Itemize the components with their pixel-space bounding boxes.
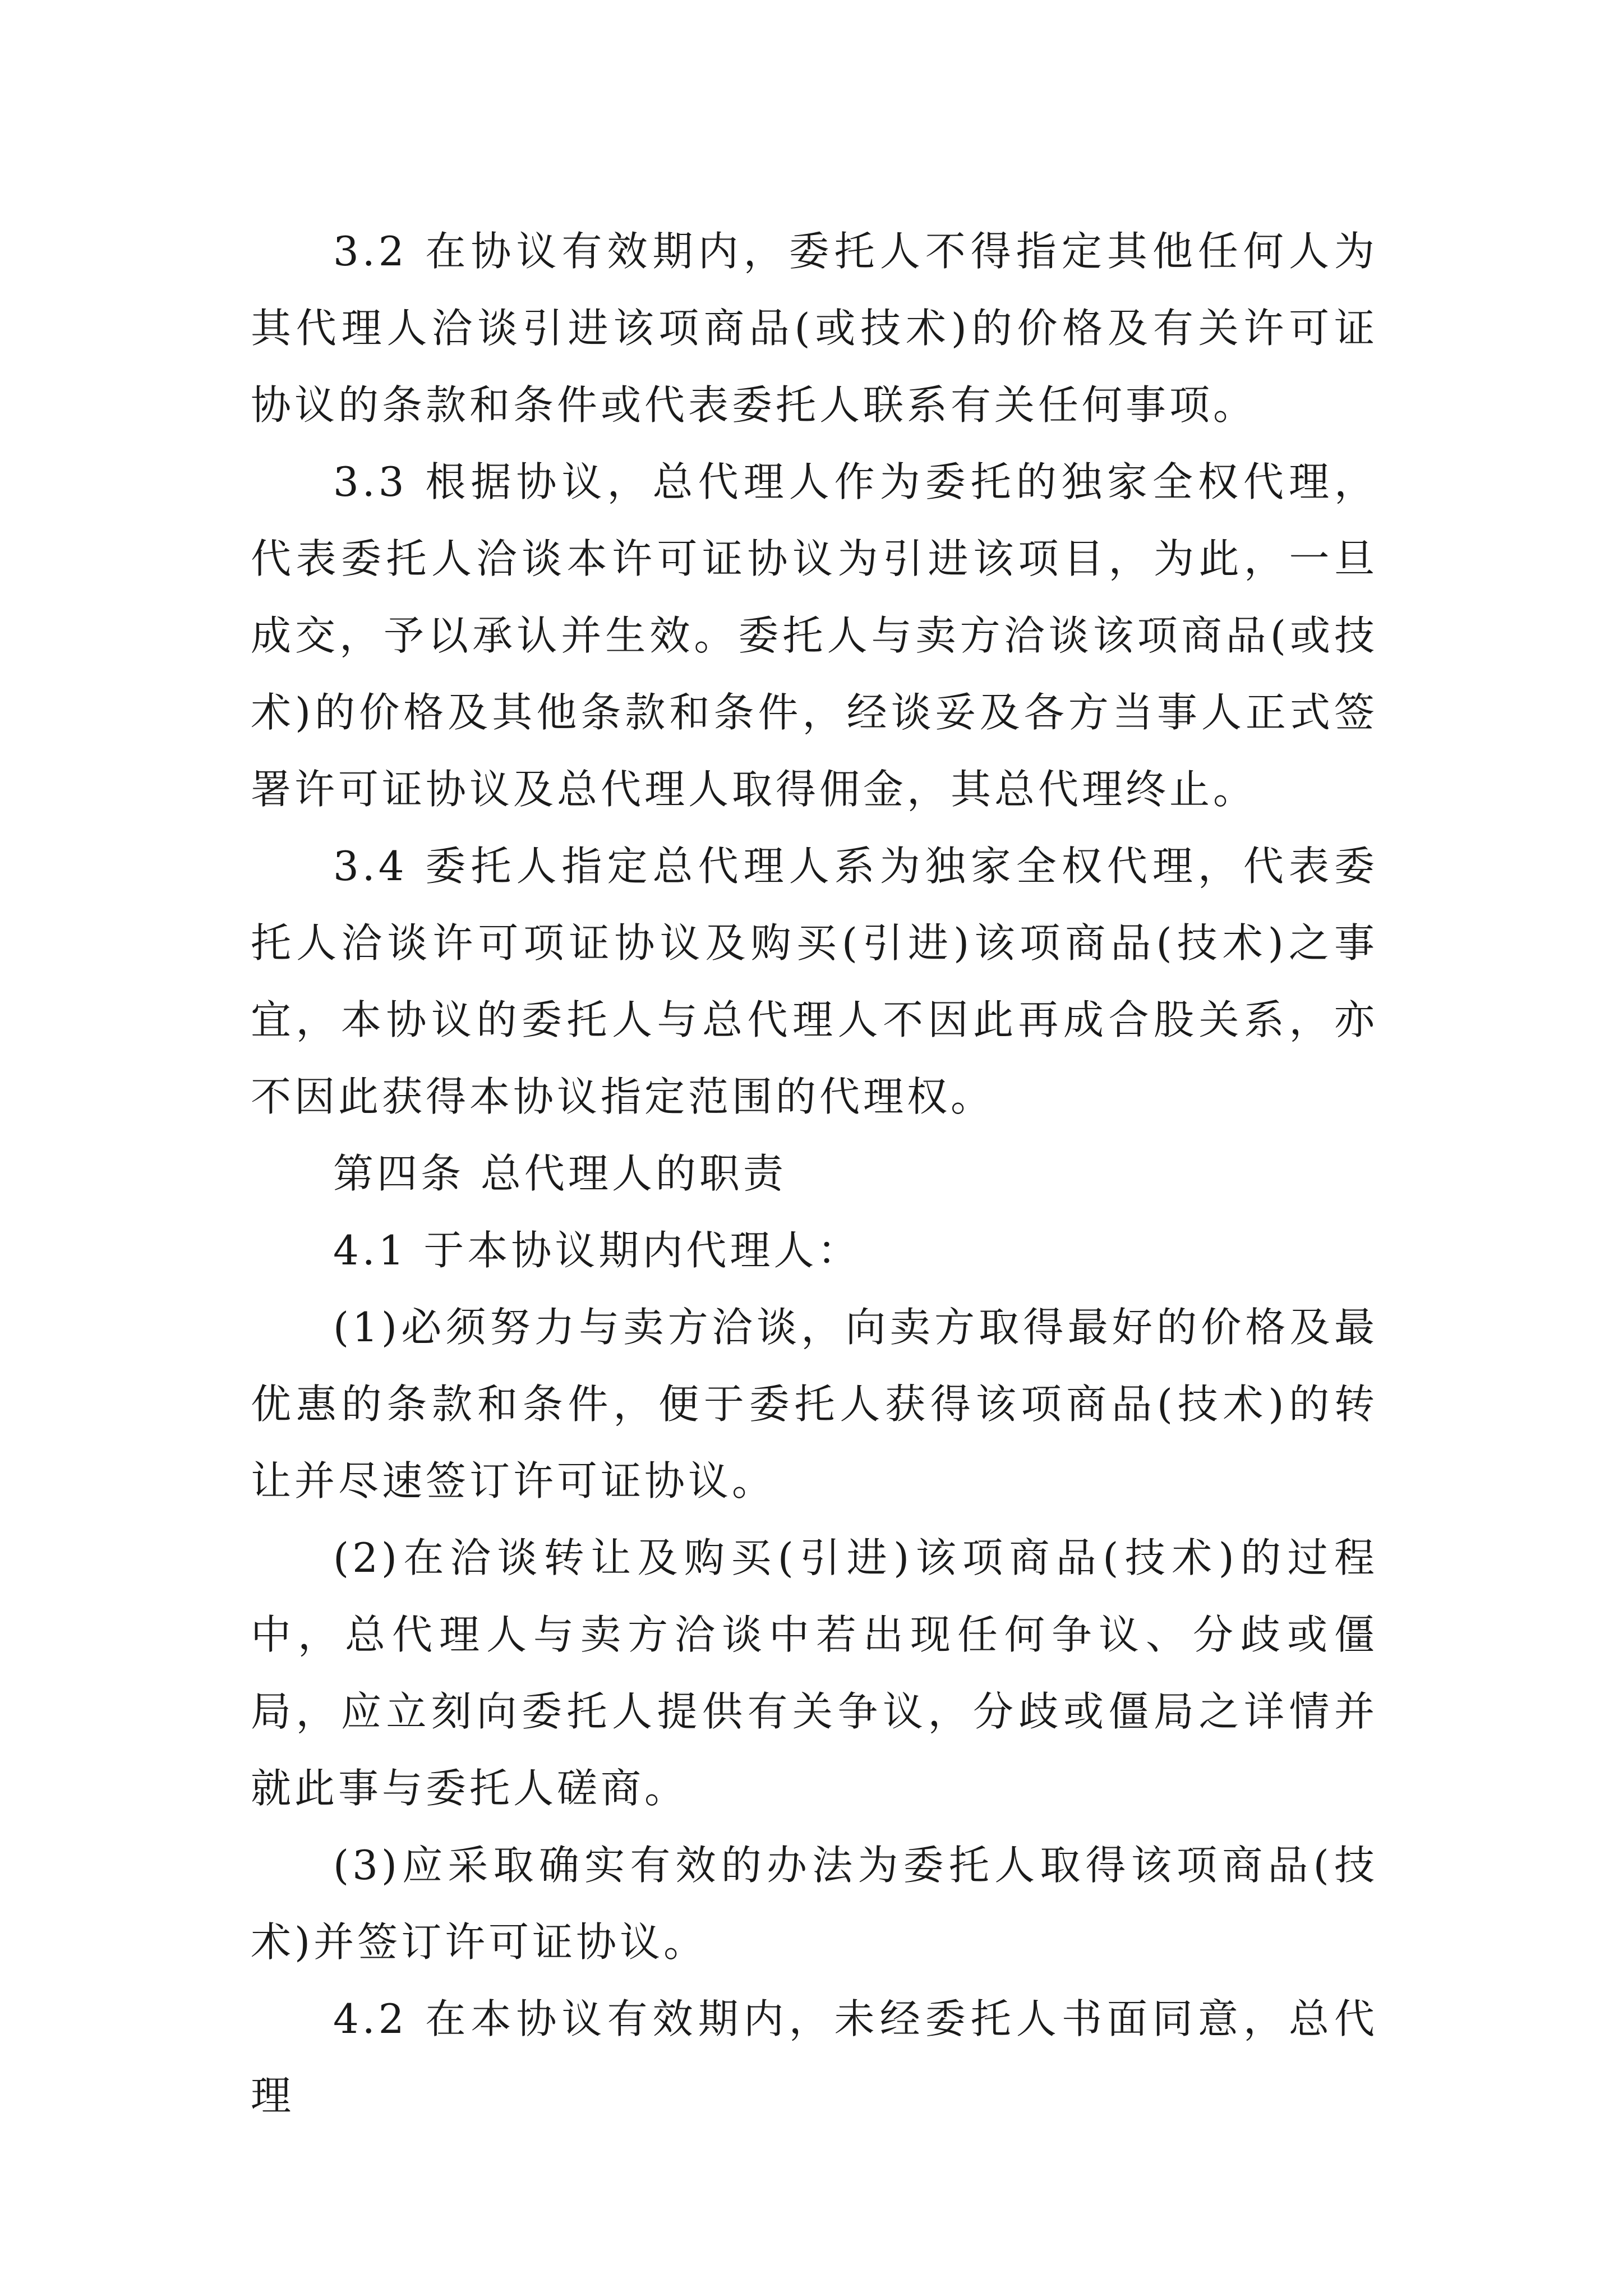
- paragraph-3-4: 3.4 委托人指定总代理人系为独家全权代理，代表委托人洽谈许可项证协议及购买(引进)该项商品(技术)之事宜，本协议的委托人与总代理人不因此再成合股关系，亦不因此获得本协议指定范围的代理权。: [251, 843, 1378, 1120]
- paragraph-4-1-item-2: (2)在洽谈转让及购买(引进)该项商品(技术)的过程中，总代理人与卖方洽谈中若出现任何争议、分歧或僵局，应立刻向委托人提供有关争议，分歧或僵局之详情并就此事与委托人磋商。: [251, 1534, 1378, 1812]
- paragraph-4-1: 4.1 于本协议期内代理人：: [333, 1227, 861, 1274]
- paragraph-3-3: 3.3 根据协议，总代理人作为委托的独家全权代理，代表委托人洽谈本许可证协议为引进该项目，为此，一旦成交，予以承认并生效。委托人与卖方洽谈该项商品(或技术)的价格及其他条款和条件，经谈妥及各方当事人正式签署许可证协议及总代理人取得佣金，其总代理终止。: [251, 458, 1378, 813]
- paragraph-3-2: 3.2 在协议有效期内，委托人不得指定其他任何人为其代理人洽谈引进该项商品(或技术)的价格及有关许可证协议的条款和条件或代表委托人联系有关任何事项。: [251, 228, 1378, 429]
- section-heading-article-4: 第四条 总代理人的职责: [333, 1150, 787, 1197]
- paragraph-4-1-item-1: (1)必须努力与卖方洽谈，向卖方取得最好的价格及最优惠的条款和条件，便于委托人获得该项商品(技术)的转让并尽速签订许可证协议。: [251, 1304, 1378, 1504]
- paragraph-4-2: 4.2 在本协议有效期内，未经委托人书面同意，总代理: [251, 1995, 1378, 2119]
- document-body: [251, 213, 1378, 2134]
- paragraph-4-1-item-3: (3)应采取确实有效的办法为委托人取得该项商品(技术)并签订许可证协议。: [251, 1842, 1378, 1966]
